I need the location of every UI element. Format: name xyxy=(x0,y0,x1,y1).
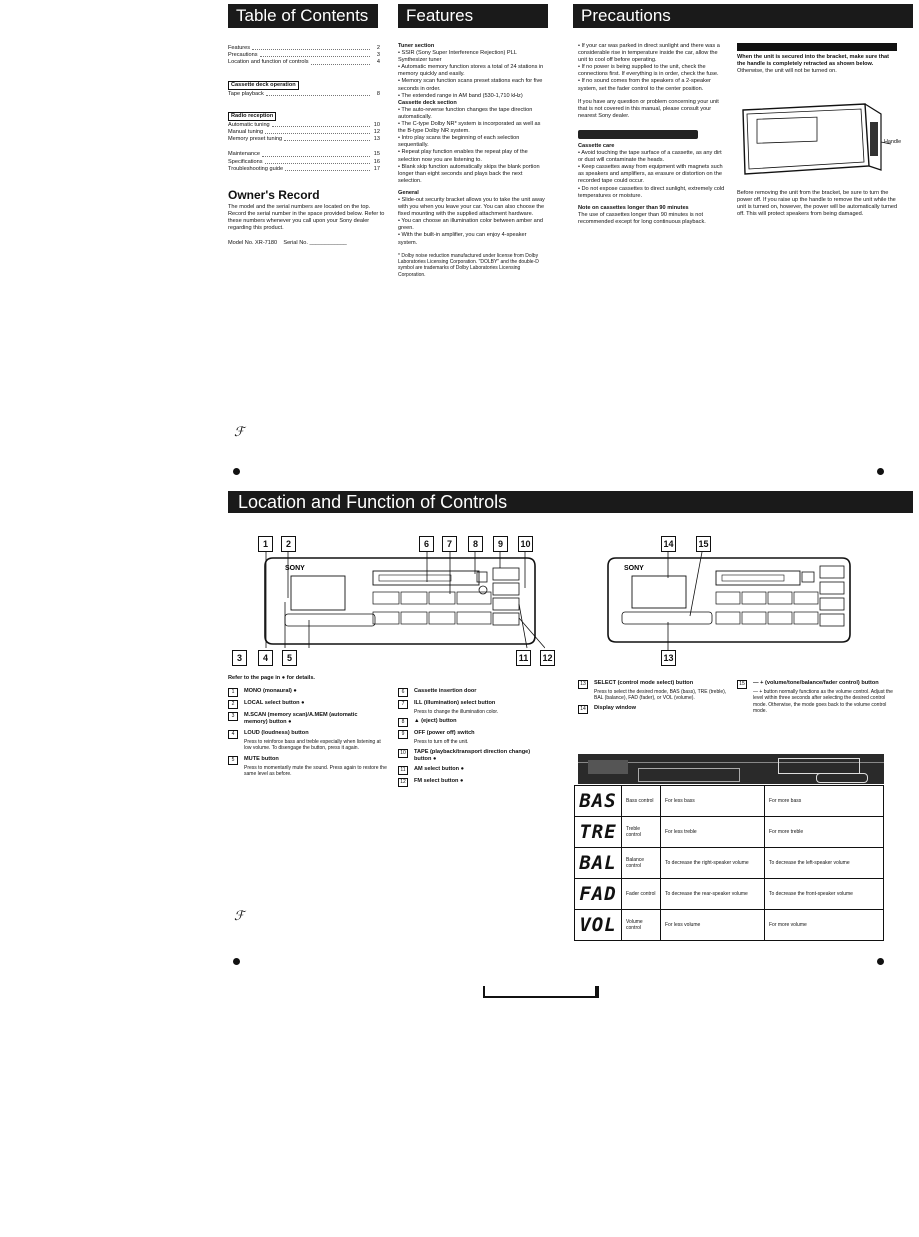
owners-record-body: The model and the serial numbers are located on the top. Record the serial number in the space provided below. Refer to these numbers whenever you call upon your Sony dealer regarding this product. xyxy=(228,204,385,232)
control-name: LOCAL select button ● xyxy=(244,700,305,706)
table-row xyxy=(575,879,884,910)
table-row xyxy=(575,817,884,848)
precaution-item: • If no power is being supplied to the unit, check the connections first. If everything is in order, check the fuse. xyxy=(578,64,719,78)
callout-9: 9 xyxy=(493,536,508,552)
control-desc: Press to reinforce bass and treble especially when listening at low volume. To disengage the button, press it again. xyxy=(244,739,381,752)
toc-page: 13 xyxy=(373,136,380,143)
toc-label: Troubleshooting guide xyxy=(228,165,284,172)
feature-item: • The C-type Dolby NR* system is incorporated as well as the B-type Dolby NR system. xyxy=(398,121,541,135)
control-num: 13 xyxy=(578,680,588,689)
toc-row xyxy=(228,159,380,166)
cassette-care-item: • Keep cassettes away from equipment with magnets such as speakers and amplifiers, as erasure or distortion on the recorded tape could occur. xyxy=(578,164,723,185)
callout-8: 8 xyxy=(468,536,483,552)
features-text xyxy=(398,43,546,278)
toc-page: 2 xyxy=(376,45,380,51)
control-num: 7 xyxy=(398,700,408,709)
cassette-section-heading: Cassette deck section xyxy=(398,99,457,106)
toc-page: 17 xyxy=(373,165,380,172)
precautions-header: Precautions xyxy=(573,4,913,28)
callout-2: 2 xyxy=(281,536,296,552)
control-name: — + (volume/tone/balance/fader control) button xyxy=(753,680,879,686)
control-item xyxy=(398,766,558,775)
general-section-heading: General xyxy=(398,189,419,196)
owners-record xyxy=(228,188,388,247)
bracket-note-bold: When the unit is secured into the bracket, make sure that the handle is completely retracted as shown below. xyxy=(737,54,889,68)
mode-minus: For less bass xyxy=(661,786,765,817)
control-name: TAPE (playback/transport direction change) button ● xyxy=(414,748,531,762)
features-header: Features xyxy=(398,4,548,28)
mode-minus: To decrease the rear-speaker volume xyxy=(661,879,765,910)
control-desc: — + button normally functions as the volume control. Adjust the level within three seconds after selecting the desired control mode. Otherwise, the mode goes back to the volume control mode. xyxy=(753,689,893,715)
bracket-note-after: Otherwise, the unit will not be turned on. xyxy=(737,68,837,75)
control-item xyxy=(578,705,728,714)
bracket-note-banner xyxy=(737,43,897,51)
control-name: FM select button ● xyxy=(414,777,464,784)
control-item xyxy=(578,680,728,702)
table-row xyxy=(575,910,884,941)
feature-item: • SSIR (Sony Super Interference Rejection) PLL Synthesizer tuner xyxy=(398,50,517,64)
toc-label: Specifications xyxy=(228,158,263,165)
handle-label: Handle xyxy=(884,139,902,145)
feature-item: • Automatic memory function stores a total of 24 stations in memory quickly and easily. xyxy=(398,64,544,78)
toc-label: Automatic tuning xyxy=(228,121,270,128)
mode-plus: For more volume xyxy=(765,910,884,941)
control-num: 8 xyxy=(398,718,408,727)
registration-dot xyxy=(233,958,240,965)
margin-mark: ℱ xyxy=(234,908,245,923)
control-item xyxy=(228,700,388,709)
control-name: ILL (illumination) select button xyxy=(414,700,496,706)
mode-plus: To decrease the front-speaker volume xyxy=(765,879,884,910)
toc-header: Table of Contents xyxy=(228,4,378,28)
long-cassette-heading: Note on cassettes longer than 90 minutes xyxy=(578,204,689,211)
remove-note: Before removing the unit from the bracket, be sure to turn the power off. If you raise up the handle to remove the unit while the unit is turned on, however, the power will be automatically turned off. This will protect speakers from being damaged. xyxy=(737,190,898,218)
callout-13: 13 xyxy=(661,650,676,666)
feature-item: • Blank skip function automatically skips the blank portion longer than eight seconds and plays back the next selection. xyxy=(398,163,540,184)
control-desc: Press to change the illumination color. xyxy=(414,709,499,715)
mode-display: BAL xyxy=(575,848,622,879)
mode-plus: To decrease the left-speaker volume xyxy=(765,848,884,879)
mode-minus: For less volume xyxy=(661,910,765,941)
feature-item: • Repeat play function enables the repeat play of the selection now you are listening to. xyxy=(398,149,528,163)
toc-row xyxy=(228,59,380,66)
toc-page: 3 xyxy=(376,52,380,59)
control-num: 12 xyxy=(398,778,408,787)
registration-dot xyxy=(877,468,884,475)
mode-display: BAS xyxy=(575,786,622,817)
control-num: 4 xyxy=(228,730,238,739)
callout-15: 15 xyxy=(696,536,711,552)
callout-6: 6 xyxy=(419,536,434,552)
display-closeup xyxy=(578,754,884,784)
control-item xyxy=(228,688,388,697)
callout-12: 12 xyxy=(540,650,555,666)
callout-1: 1 xyxy=(258,536,273,552)
toc-page: 4 xyxy=(376,59,380,66)
bracket-note xyxy=(737,54,897,75)
toc-row xyxy=(228,52,380,59)
callout-4: 4 xyxy=(258,650,273,666)
cassette-notes-banner xyxy=(578,130,698,139)
control-name: Cassette insertion door xyxy=(414,688,477,694)
precaution-item: • If your car was parked in direct sunlight and there was a considerable rise in temperature inside the car, allow the unit to cool off before operating. xyxy=(578,43,720,64)
control-item xyxy=(398,778,558,787)
control-num: 3 xyxy=(228,712,238,721)
control-name: LOUD (loudness) button xyxy=(244,730,309,736)
feature-item: • Memory scan function scans preset stations each for five seconds in order. xyxy=(398,78,543,92)
control-item xyxy=(398,730,558,745)
feature-item: • With the built-in amplifier, you can enjoy 4-speaker system. xyxy=(398,232,527,246)
svg-text:SONY: SONY xyxy=(285,565,305,572)
mode-minus: For less treble xyxy=(661,817,765,848)
control-desc: Press to select the desired mode, BAS (bass), TRE (treble), BAL (balance), FAD (fader), or VOL (volume). xyxy=(594,689,727,702)
control-name: M.SCAN (memory scan)/A.MEM (automatic memory) button ● xyxy=(244,712,358,725)
control-num: 1 xyxy=(228,688,238,697)
control-item xyxy=(398,688,558,697)
mode-name: Volume control xyxy=(622,910,661,941)
toc-label: Location and function of controls xyxy=(228,59,309,66)
mode-display: VOL xyxy=(575,910,622,941)
control-name: SELECT (control mode select) button xyxy=(594,680,694,686)
cassette-care-heading: Cassette care xyxy=(578,142,615,149)
toc-row xyxy=(228,136,380,143)
control-desc: Press to turn off the unit. xyxy=(414,739,469,746)
refer-note: Refer to the page in ● for details. xyxy=(228,675,315,681)
unit-handle-illustration xyxy=(735,100,905,180)
toc-row xyxy=(228,151,380,158)
control-num: 11 xyxy=(398,766,408,775)
dolby-footnote: * Dolby noise reduction manufactured under license from Dolby Laboratories Licensing Corporation. "DOLBY" and the double-D symbol are trademarks of Dolby Laboratories Licensing Corporation. xyxy=(398,252,539,278)
mode-name: Fader control xyxy=(622,879,661,910)
long-cassette-body: The use of cassettes longer than 90 minutes is not recommended except for long continuous playback. xyxy=(578,211,706,225)
feature-item: • The extended range in AM band (530-1,710 kHz) xyxy=(398,92,523,99)
control-num: 10 xyxy=(398,749,408,758)
control-name: ▲ (eject) button xyxy=(414,718,457,725)
control-item xyxy=(228,756,388,778)
toc-page: 16 xyxy=(373,158,380,165)
toc-page: 15 xyxy=(373,151,380,158)
tuner-section-heading: Tuner section xyxy=(398,43,435,49)
control-name: MUTE button xyxy=(244,755,279,762)
control-name: Display window xyxy=(594,704,636,711)
control-item xyxy=(398,718,558,727)
mode-plus: For more treble xyxy=(765,817,884,848)
callout-14: 14 xyxy=(661,536,676,552)
registration-dot xyxy=(233,468,240,475)
feature-item: • Intro play scans the beginning of each selection sequentially. xyxy=(398,135,520,149)
mode-plus: For more bass xyxy=(765,786,884,817)
toc-page: 8 xyxy=(376,90,380,97)
toc-label: Manual tuning xyxy=(228,129,264,136)
control-num: 2 xyxy=(228,700,238,709)
margin-mark: ℱ xyxy=(234,424,245,439)
precautions-text xyxy=(578,43,728,226)
toc-label: Tape playback xyxy=(228,90,264,97)
control-name: AM select button ● xyxy=(414,765,464,772)
toc-label: Memory preset tuning xyxy=(228,136,283,143)
control-num: 6 xyxy=(398,688,408,697)
unit-front-panel xyxy=(255,552,545,664)
svg-text:SONY: SONY xyxy=(624,565,644,572)
precaution-item: • If no sound comes from the speakers of a 2-speaker system, set the fader control to the center position. xyxy=(578,78,711,92)
controls-col-4 xyxy=(737,680,897,715)
control-item xyxy=(228,730,388,752)
owners-record-title: Owner's Record xyxy=(228,188,320,202)
toc-list xyxy=(228,45,388,173)
unit-front-panel-right xyxy=(598,552,858,652)
controls-col-3 xyxy=(578,680,728,714)
control-num: 15 xyxy=(737,680,747,689)
callout-5: 5 xyxy=(282,650,297,666)
controls-col-2 xyxy=(398,688,558,787)
callout-11: 11 xyxy=(516,650,531,666)
callout-10: 10 xyxy=(518,536,533,552)
toc-row xyxy=(228,122,380,129)
location-header: Location and Function of Controls xyxy=(228,491,913,513)
callout-3: 3 xyxy=(232,650,247,666)
cassette-care-item: • Avoid touching the tape surface of a cassette, as any dirt or dust will contaminate the heads. xyxy=(578,150,722,164)
toc-label: Features xyxy=(228,45,251,51)
toc-page: 10 xyxy=(373,121,380,128)
control-item xyxy=(398,700,558,715)
mode-display: TRE xyxy=(575,817,622,848)
control-item xyxy=(398,749,558,763)
mode-minus: To decrease the right-speaker volume xyxy=(661,848,765,879)
toc-radio-heading: Radio reception xyxy=(228,112,276,121)
toc-row xyxy=(228,91,380,98)
control-desc: Press to momentarily mute the sound. Press again to restore the same level as before. xyxy=(244,764,387,778)
control-modes-table xyxy=(574,785,884,941)
cassette-care-item: • Do not expose cassettes to direct sunlight, extremely cold temperatures or moisture. xyxy=(578,185,725,199)
table-row xyxy=(575,786,884,817)
control-num: 5 xyxy=(228,756,238,765)
precautions-contact: If you have any question or problem concerning your unit that is not covered in this manual, please consult your nearest Sony dealer. xyxy=(578,98,719,119)
toc-label: Precautions xyxy=(228,52,258,59)
mode-name: Balance control xyxy=(622,848,661,879)
mode-name: Treble control xyxy=(622,817,661,848)
feature-item: • The auto-reverse function changes the tape direction automatically. xyxy=(398,106,533,120)
controls-col-1 xyxy=(228,688,388,778)
mode-display: FAD xyxy=(575,879,622,910)
toc-row xyxy=(228,45,380,52)
control-name: MONO (monaural) ● xyxy=(244,688,297,694)
control-name: OFF (power off) switch xyxy=(414,730,475,737)
toc-page: 12 xyxy=(373,129,380,136)
fold-mark xyxy=(483,986,599,998)
toc-cassette-heading: Cassette deck operation xyxy=(228,81,299,90)
toc-label: Maintenance xyxy=(228,151,261,158)
toc-row xyxy=(228,129,380,136)
control-num: 14 xyxy=(578,705,588,714)
control-num: 9 xyxy=(398,730,408,739)
control-item xyxy=(228,712,388,726)
mode-name: Bass control xyxy=(622,786,661,817)
feature-item: • You can choose an illumination color between amber and green. xyxy=(398,218,544,232)
control-item xyxy=(737,680,897,715)
table-row xyxy=(575,848,884,879)
owners-record-model-line: Model No. XR-7180 Serial No. ____________ xyxy=(228,240,347,247)
feature-item: • Slide-out security bracket allows you to take the unit away with you when you leave your car. You can also choose the fixed mounting with the supplied attachment hardware. xyxy=(398,196,545,218)
registration-dot xyxy=(877,958,884,965)
toc-row xyxy=(228,166,380,173)
callout-7: 7 xyxy=(442,536,457,552)
